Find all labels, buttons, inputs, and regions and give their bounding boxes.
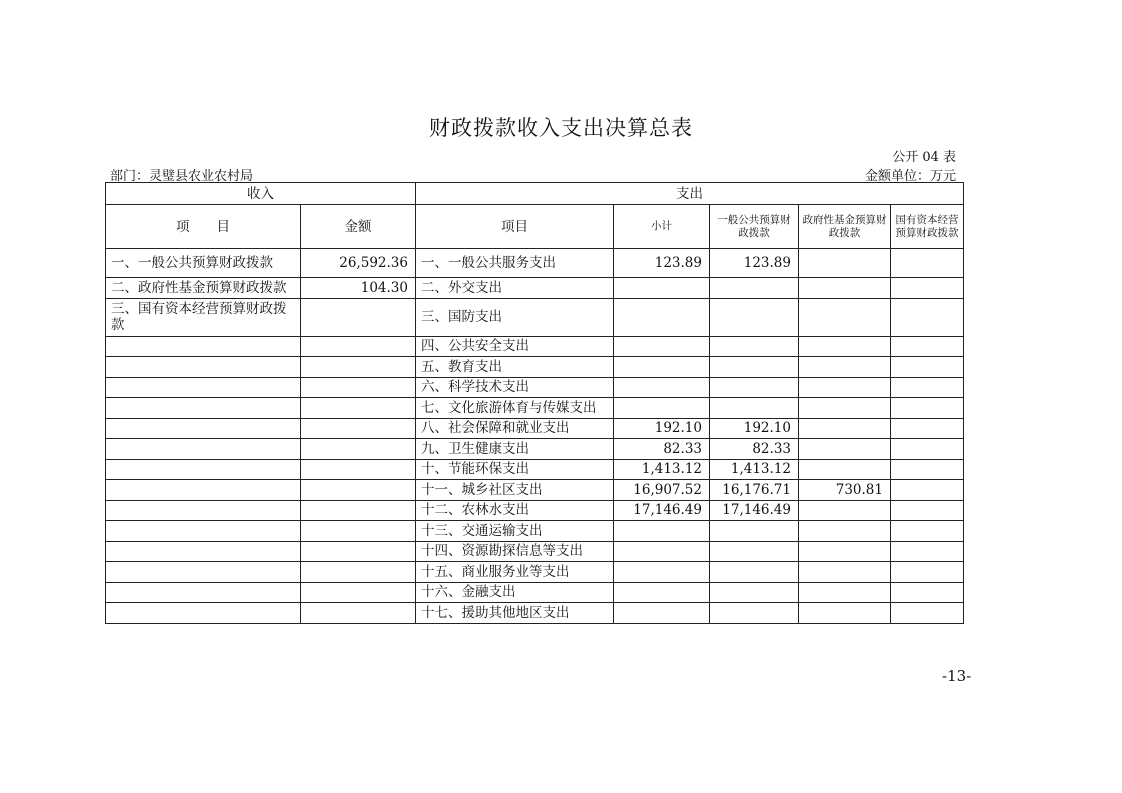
general-budget-cell [710,603,799,624]
header-state-capital: 国有资本经营预算财政拨款 [891,205,964,249]
subtotal-cell: 17,146.49 [614,500,710,521]
subtotal-cell: 123.89 [614,249,710,278]
income-item-cell [106,377,301,398]
income-amount-cell [301,336,416,357]
income-item-cell [106,582,301,603]
expenditure-item-cell: 九、卫生健康支出 [416,439,614,460]
expenditure-item-cell: 十一、城乡社区支出 [416,480,614,501]
income-amount-cell [301,377,416,398]
expenditure-item-cell: 七、文化旅游体育与传媒支出 [416,398,614,419]
income-amount-cell [301,357,416,378]
subtotal-cell [614,603,710,624]
income-amount-cell [301,541,416,562]
subtotal-cell [614,357,710,378]
state-capital-cell [891,278,964,299]
income-item-cell [106,480,301,501]
income-item-cell [106,500,301,521]
state-capital-cell [891,357,964,378]
state-capital-cell [891,439,964,460]
gov-fund-cell [799,298,891,336]
state-capital-cell [891,603,964,624]
state-capital-cell [891,377,964,398]
table-row [106,500,964,521]
general-budget-cell [710,521,799,542]
table-row [106,418,964,439]
subtotal-cell: 1,413.12 [614,459,710,480]
table-row [106,298,964,336]
general-budget-cell [710,278,799,299]
income-amount-cell: 26,592.36 [301,249,416,278]
table-row [106,439,964,460]
general-budget-cell [710,562,799,583]
expenditure-item-cell: 三、国防支出 [416,298,614,336]
gov-fund-cell [799,603,891,624]
gov-fund-cell [799,459,891,480]
state-capital-cell [891,418,964,439]
page-title: 财政拨款收入支出决算总表 [429,116,693,140]
header-exp-item: 项目 [416,205,614,249]
gov-fund-cell [799,249,891,278]
expenditure-item-cell: 十三、交通运输支出 [416,521,614,542]
expenditure-item-cell: 十五、商业服务业等支出 [416,562,614,583]
general-budget-cell [710,377,799,398]
gov-fund-cell [799,357,891,378]
header-subtotal: 小计 [614,205,710,249]
income-amount-cell: 104.30 [301,278,416,299]
subtotal-cell: 16,907.52 [614,480,710,501]
general-budget-cell: 123.89 [710,249,799,278]
gov-fund-cell [799,398,891,419]
state-capital-cell [891,398,964,419]
income-item-cell: 二、政府性基金预算财政拨款 [106,278,301,299]
state-capital-cell [891,562,964,583]
income-item-cell: 一、一般公共预算财政拨款 [106,249,301,278]
income-amount-cell [301,582,416,603]
table-row [106,582,964,603]
income-amount-cell [301,562,416,583]
income-amount-cell [301,298,416,336]
table-row [106,562,964,583]
subtotal-cell [614,541,710,562]
subtotal-cell [614,521,710,542]
expenditure-item-cell: 一、一般公共服务支出 [416,249,614,278]
gov-fund-cell [799,562,891,583]
gov-fund-cell [799,278,891,299]
income-item-cell [106,562,301,583]
state-capital-cell [891,249,964,278]
gov-fund-cell [799,521,891,542]
state-capital-cell [891,521,964,542]
general-budget-cell: 17,146.49 [710,500,799,521]
state-capital-cell [891,500,964,521]
header-income: 收入 [106,183,416,205]
gov-fund-cell [799,582,891,603]
state-capital-cell [891,480,964,501]
expenditure-item-cell: 十四、资源勘探信息等支出 [416,541,614,562]
subtotal-cell [614,562,710,583]
table-row [106,541,964,562]
header-gov-fund: 政府性基金预算财政拨款 [799,205,891,249]
expenditure-item-cell: 四、公共安全支出 [416,336,614,357]
table-row [106,459,964,480]
income-item-cell [106,603,301,624]
gov-fund-cell [799,541,891,562]
subtotal-cell [614,298,710,336]
general-budget-cell [710,357,799,378]
expenditure-item-cell: 八、社会保障和就业支出 [416,418,614,439]
state-capital-cell [891,541,964,562]
gov-fund-cell [799,500,891,521]
expenditure-item-cell: 十二、农林水支出 [416,500,614,521]
gov-fund-cell [799,418,891,439]
table-row [106,480,964,501]
table-row [106,377,964,398]
state-capital-cell [891,336,964,357]
general-budget-cell: 1,413.12 [710,459,799,480]
general-budget-cell: 16,176.71 [710,480,799,501]
income-amount-cell [301,521,416,542]
table-row [106,336,964,357]
income-amount-cell [301,500,416,521]
income-amount-cell [301,398,416,419]
state-capital-cell [891,582,964,603]
subtotal-cell [614,336,710,357]
header-general-budget: 一般公共预算财政拨款 [710,205,799,249]
income-item-cell [106,398,301,419]
subtotal-cell [614,377,710,398]
income-item-cell [106,439,301,460]
income-amount-cell [301,439,416,460]
state-capital-cell [891,298,964,336]
income-item-cell [106,459,301,480]
general-budget-cell [710,398,799,419]
general-budget-cell [710,541,799,562]
expenditure-item-cell: 五、教育支出 [416,357,614,378]
general-budget-cell [710,582,799,603]
table-row [106,521,964,542]
income-item-cell [106,521,301,542]
subtotal-cell: 82.33 [614,439,710,460]
income-item-cell [106,336,301,357]
header-income-item: 项 目 [106,205,301,249]
table-row [106,249,964,278]
income-amount-cell [301,603,416,624]
state-capital-cell [891,459,964,480]
general-budget-cell [710,336,799,357]
general-budget-cell [710,298,799,336]
table-row [106,357,964,378]
header-income-amount: 金额 [301,205,416,249]
income-item-cell: 三、国有资本经营预算财政拨款 [106,298,301,336]
table-row [106,398,964,419]
expenditure-item-cell: 十、节能环保支出 [416,459,614,480]
header-expenditure: 支出 [416,183,964,205]
general-budget-cell: 192.10 [710,418,799,439]
general-budget-cell: 82.33 [710,439,799,460]
table-row [106,278,964,299]
department-label: 部门：灵璧县农业农村局 [110,169,254,184]
expenditure-item-cell: 十六、金融支出 [416,582,614,603]
gov-fund-cell [799,439,891,460]
unit-label: 金额单位：万元 [864,169,956,184]
gov-fund-cell [799,377,891,398]
subtotal-cell [614,582,710,603]
gov-fund-cell [799,336,891,357]
expenditure-item-cell: 十七、援助其他地区支出 [416,603,614,624]
income-item-cell [106,541,301,562]
page-number: -13- [942,667,972,685]
income-item-cell [106,418,301,439]
subtotal-cell [614,278,710,299]
income-amount-cell [301,480,416,501]
subtotal-cell [614,398,710,419]
budget-table [105,182,964,624]
subtotal-cell: 192.10 [614,418,710,439]
gov-fund-cell: 730.81 [799,480,891,501]
income-amount-cell [301,418,416,439]
table-body [106,249,964,624]
income-amount-cell [301,459,416,480]
expenditure-item-cell: 六、科学技术支出 [416,377,614,398]
income-item-cell [106,357,301,378]
form-number: 公开 04 表 [892,150,956,165]
table-row [106,603,964,624]
expenditure-item-cell: 二、外交支出 [416,278,614,299]
